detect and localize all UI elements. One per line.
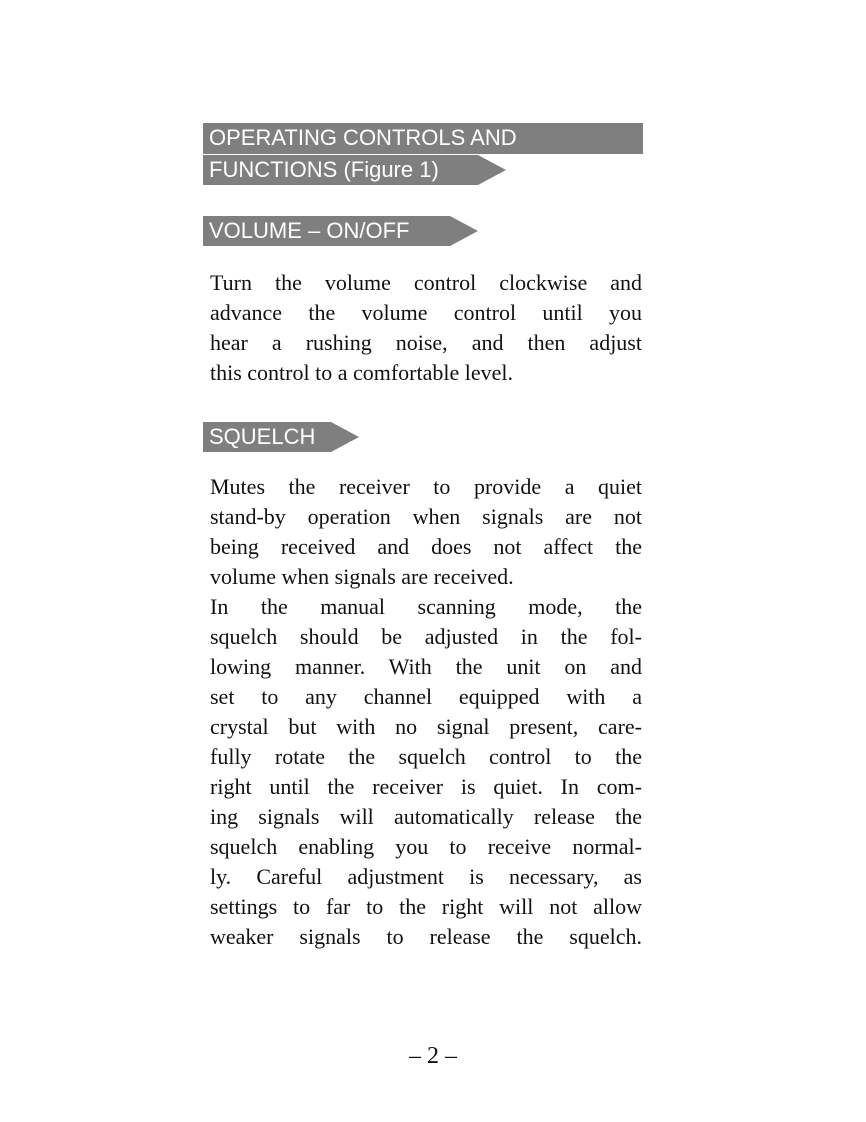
text-line: fully rotate the squelch control to the — [210, 744, 642, 769]
text-line: stand-by operation when signals are not — [210, 504, 642, 529]
text-line: In the manual scanning mode, the — [210, 594, 642, 619]
volume-heading-text: VOLUME – ON/OFF — [209, 218, 410, 243]
text-line: volume when signals are received. — [210, 564, 514, 589]
text-line: lowing manner. With the unit on and — [210, 654, 642, 679]
text-line: set to any channel equipped with a — [210, 684, 642, 709]
text-line: squelch should be adjusted in the fol- — [210, 624, 642, 649]
section-heading-text-2: FUNCTIONS (Figure 1) — [209, 157, 439, 182]
section-heading-text-1: OPERATING CONTROLS AND — [209, 125, 517, 150]
text-line: ing signals will automatically release the — [210, 804, 642, 829]
text-line: advance the volume control until you — [210, 300, 642, 325]
text-line: Mutes the receiver to provide a quiet — [210, 474, 642, 499]
volume-paragraph — [210, 268, 642, 388]
text-line: crystal but with no signal present, care- — [210, 714, 642, 739]
text-line: being received and does not affect the — [210, 534, 642, 559]
text-line: settings to far to the right will not allow — [210, 894, 642, 919]
text-line: right until the receiver is quiet. In com- — [210, 774, 642, 799]
text-line: ly. Careful adjustment is necessary, as — [210, 864, 642, 889]
text-line: Turn the volume control clockwise and — [210, 270, 642, 295]
page-number: – 2 – — [409, 1043, 457, 1069]
squelch-heading — [203, 422, 331, 452]
text-line: this control to a comfortable level. — [210, 360, 514, 385]
text-line: squelch enabling you to receive normal- — [210, 834, 642, 859]
squelch-paragraph — [210, 472, 642, 952]
squelch-heading-text: SQUELCH — [209, 424, 316, 449]
section-heading-line-1 — [203, 123, 643, 154]
volume-heading — [203, 216, 450, 246]
text-line: weaker signals to release the squelch. — [210, 924, 642, 949]
text-line: hear a rushing noise, and then adjust — [210, 330, 642, 355]
section-heading-line-2 — [203, 155, 478, 185]
